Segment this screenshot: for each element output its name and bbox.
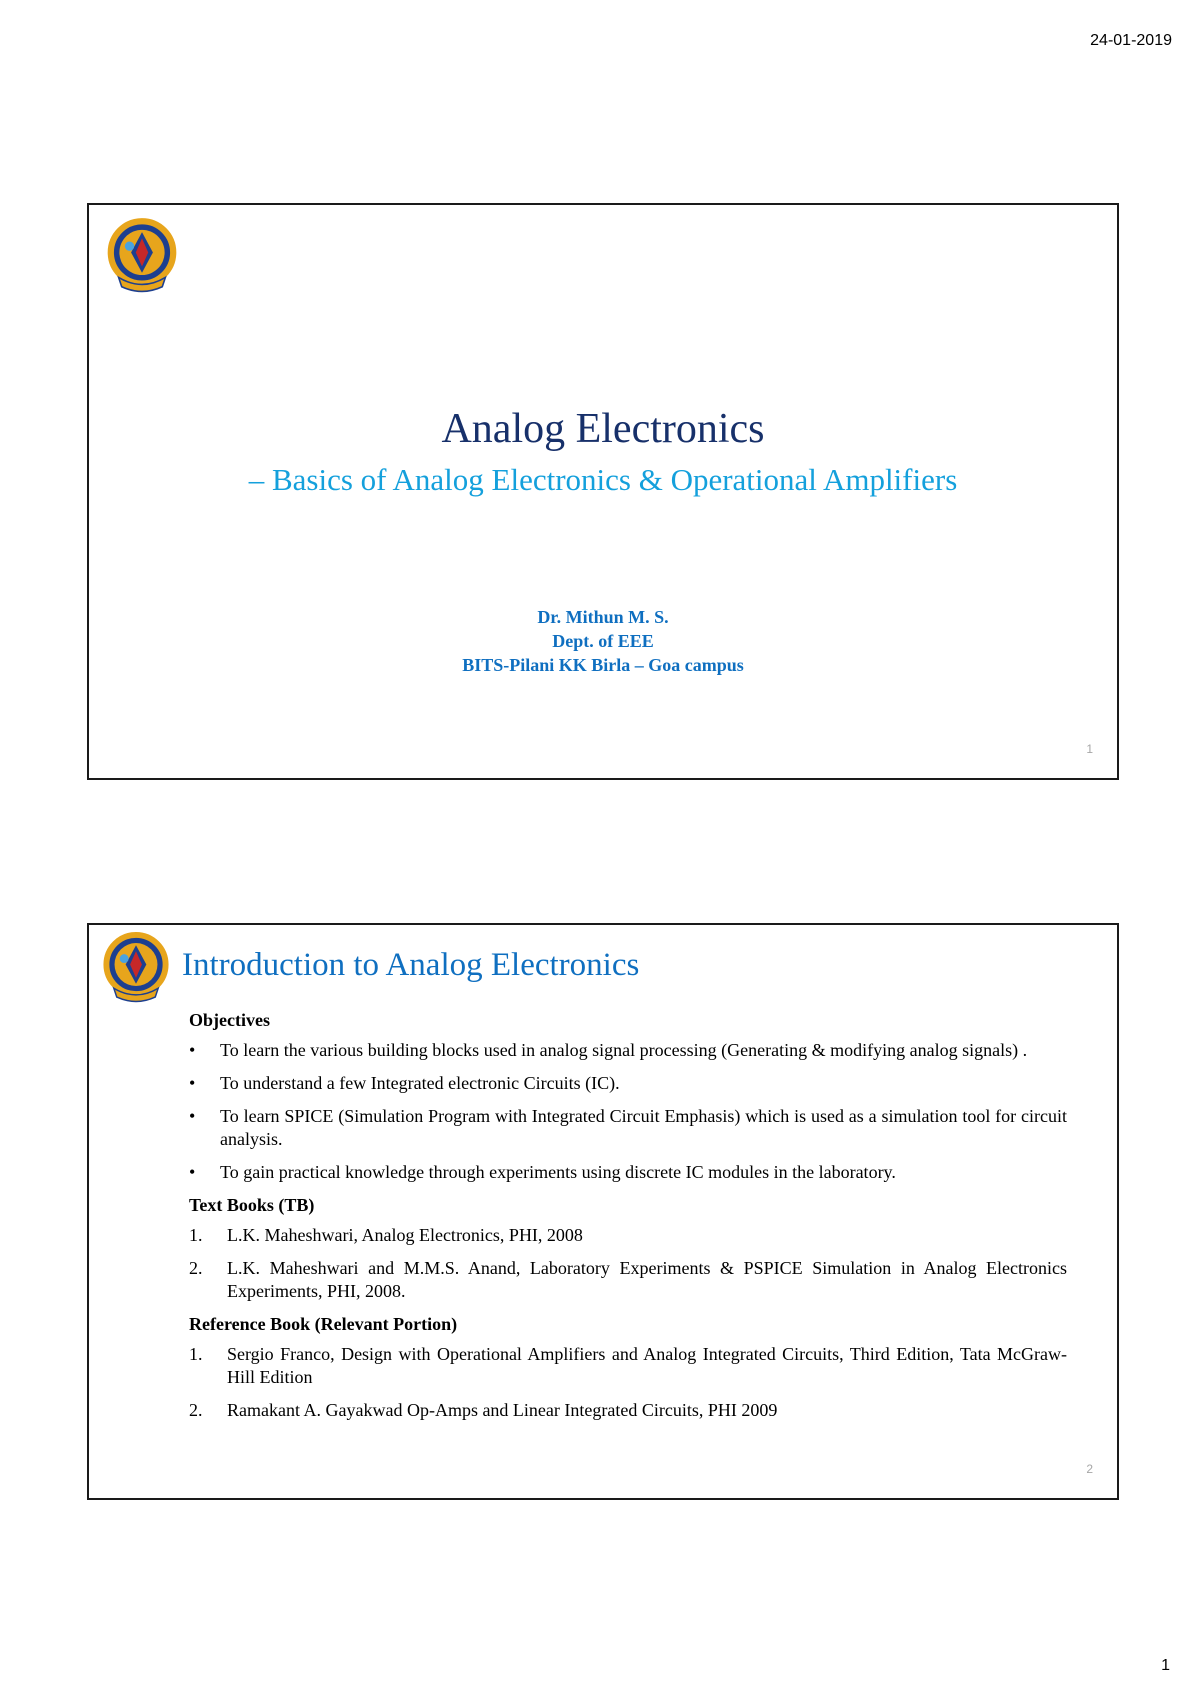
slide-2 bbox=[87, 923, 1119, 1500]
slide-title: Analog Electronics bbox=[441, 406, 765, 452]
bullet-icon: • bbox=[189, 1073, 196, 1093]
slide-number: 1 bbox=[1086, 742, 1093, 756]
slide-1 bbox=[87, 203, 1119, 780]
objectives-heading: Objectives bbox=[189, 1010, 270, 1030]
bullet-icon: • bbox=[189, 1106, 196, 1126]
list-item: • To gain practical knowledge through experiments using discrete IC modules in the laboratory. bbox=[189, 1162, 896, 1182]
list-item: • To learn the various building blocks used in analog signal processing (Generating & modifying analog signals) . bbox=[189, 1040, 1028, 1060]
author-block bbox=[89, 605, 1117, 677]
bullet-icon: • bbox=[189, 1162, 196, 1182]
reference-heading: Reference Book (Relevant Portion) bbox=[189, 1314, 458, 1334]
author-institution: BITS-Pilani KK Birla – Goa campus bbox=[462, 655, 744, 675]
bullet-icon: • bbox=[189, 1040, 196, 1060]
references-list bbox=[189, 1343, 1067, 1422]
objectives-list bbox=[189, 1039, 1067, 1184]
bits-pilani-emblem-icon bbox=[103, 215, 181, 293]
list-item: 2. L.K. Maheshwari and M.M.S. Anand, Laboratory Experiments & PSPICE Simulation in Analog Electronics Experiments, PHI, 2008. bbox=[189, 1258, 1067, 1301]
list-item: • To learn SPICE (Simulation Program with Integrated Circuit Emphasis) which is used as a simulation tool for circuit analysis. bbox=[189, 1106, 1067, 1149]
slide-number: 2 bbox=[1086, 1462, 1093, 1476]
list-item: 1. Sergio Franco, Design with Operational Amplifiers and Analog Integrated Circuits, Third Edition, Tata McGraw-Hill Edition bbox=[189, 1344, 1067, 1387]
slide-title: Introduction to Analog Electronics bbox=[182, 947, 640, 983]
slide-content bbox=[189, 1009, 1067, 1432]
page-number: 1 bbox=[1161, 1657, 1170, 1674]
list-item: • To understand a few Integrated electronic Circuits (IC). bbox=[189, 1073, 620, 1093]
author-department: Dept. of EEE bbox=[552, 631, 654, 651]
bits-pilani-emblem-icon bbox=[99, 929, 173, 1003]
author-name: Dr. Mithun M. S. bbox=[537, 607, 669, 627]
textbooks-heading: Text Books (TB) bbox=[189, 1195, 315, 1215]
list-item: 1. L.K. Maheshwari, Analog Electronics, PHI, 2008 bbox=[189, 1225, 583, 1245]
slide-subtitle: – Basics of Analog Electronics & Operational Amplifiers bbox=[248, 462, 958, 497]
textbooks-list bbox=[189, 1224, 1067, 1303]
page-date: 24-01-2019 bbox=[1090, 32, 1172, 49]
list-item: 2. Ramakant A. Gayakwad Op-Amps and Linear Integrated Circuits, PHI 2009 bbox=[189, 1400, 778, 1420]
